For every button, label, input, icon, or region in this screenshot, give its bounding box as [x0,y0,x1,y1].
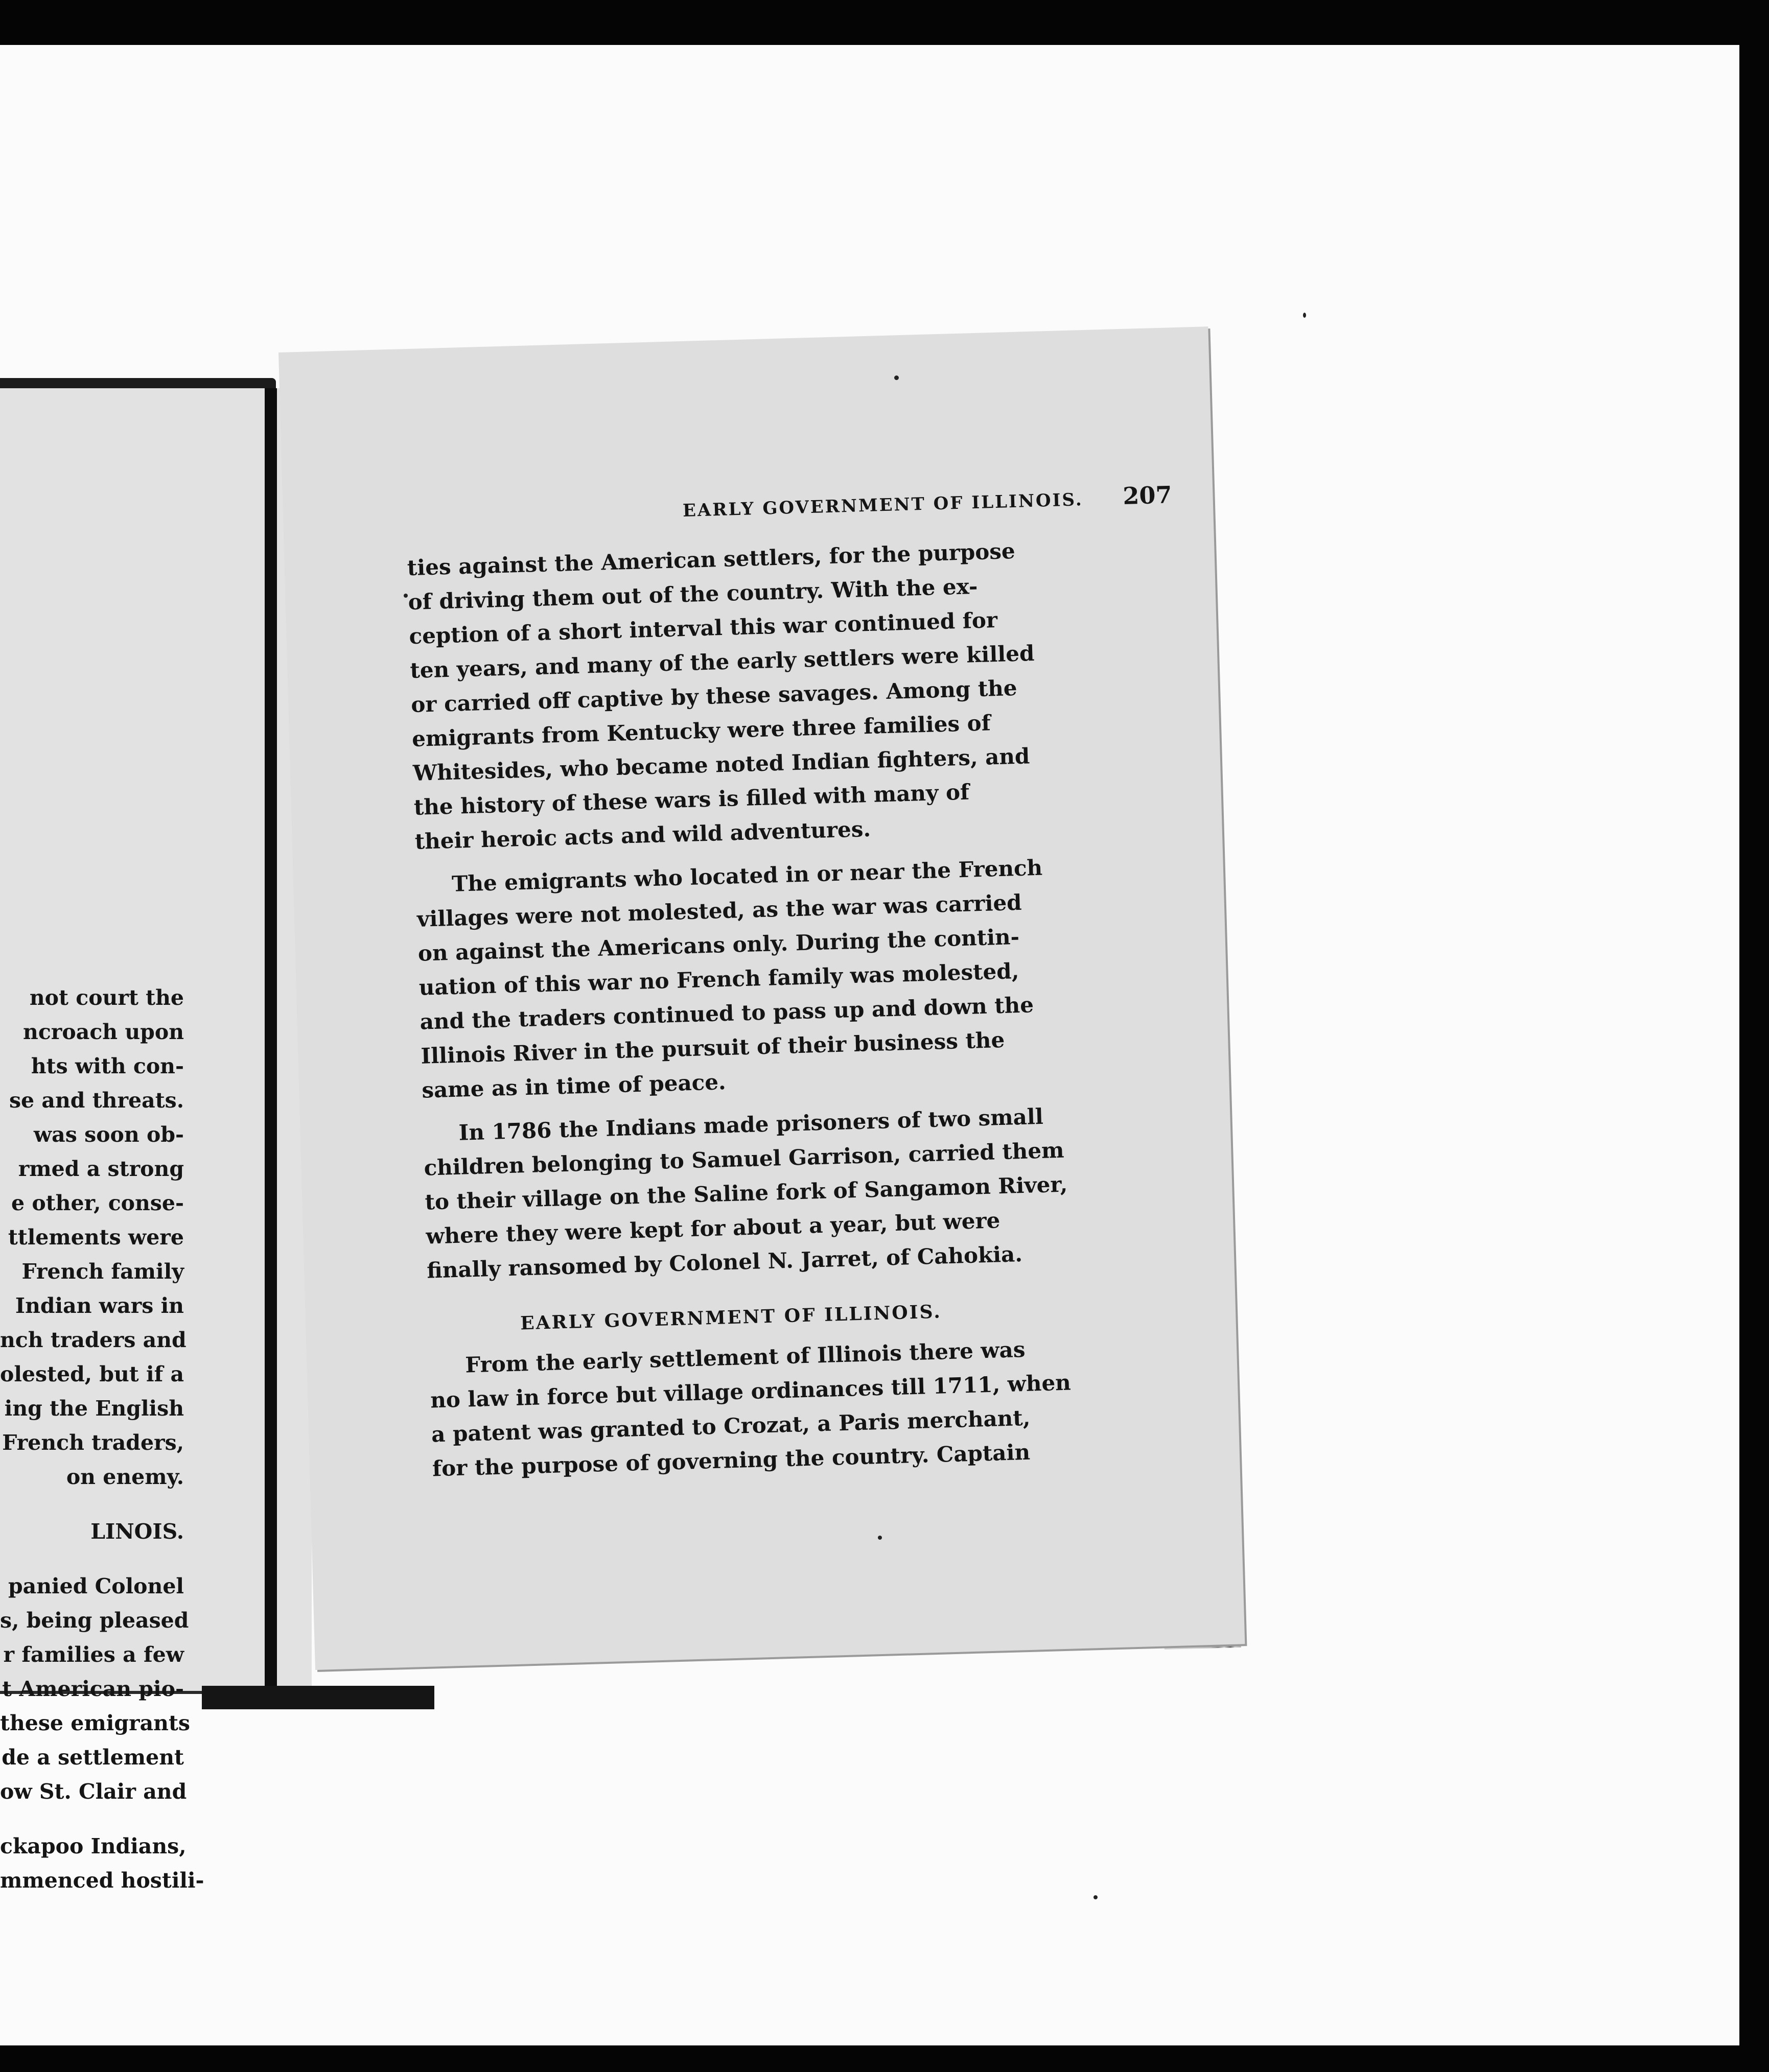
right-page [278,326,1245,1670]
dust-speck [1303,313,1306,318]
running-head [497,481,1172,527]
book-gutter [265,388,277,1706]
body-line: on against the Americans only. During the contin- [417,924,1020,966]
body-line: to their village on the Saline fork of Sangamon River, [424,1171,1068,1215]
running-head-title: EARLY GOVERNMENT OF ILLINOIS. [682,489,1084,522]
left-text-line: these emigrants [0,1711,190,1735]
right-page-content [278,326,1245,1670]
dust-speck [404,594,408,598]
gutter-foot [202,1686,434,1709]
left-text-line: rmed a strong [18,1157,184,1181]
body-line: a patent was granted to Crozat, a Paris merchant, [431,1405,1031,1447]
body-line: no law in force but village ordinances till 1711, when [430,1370,1072,1413]
body-line: or carried off captive by these savages. Among the [410,675,1018,718]
scan-border-bottom [0,2045,1769,2072]
left-text-line: ow St. Clair and [0,1779,187,1804]
body-line: for the purpose of governing the country. Captain [432,1439,1031,1481]
left-text-line: French traders, [2,1430,184,1455]
left-text-line: olested, but if a [0,1362,184,1386]
dust-speck [1093,1895,1098,1899]
left-text-line: e other, conse- [11,1191,184,1215]
body-line: Illinois River in the pursuit of their business the [420,1027,1005,1069]
left-text-line: se and threats. [9,1088,184,1113]
body-line: the history of these wars is filled with many of [413,779,970,820]
line-gap [0,1549,184,1569]
left-text-line: hts with con- [31,1054,184,1078]
body-line: villages were not molested, as the war was carried [416,889,1022,932]
left-text-line: panied Colonel [8,1574,184,1598]
left-text-line: ncroach upon [23,1020,184,1044]
left-text-line: French family [21,1259,184,1284]
body-line: of driving them out of the country. With the ex- [408,573,979,615]
left-text-line: r families a few [3,1642,184,1667]
left-text-line: was soon ob- [33,1122,184,1147]
section-heading: EARLY GOVERNMENT OF ILLINOIS. [520,1301,942,1334]
line-gap [0,1809,184,1829]
left-text-line: ckapoo Indians, [0,1834,187,1858]
body-line: emigrants from Kentucky were three families of [411,710,991,751]
body-line: and the traders continued to pass up and down the [420,992,1034,1034]
left-text-line: not court the [29,985,184,1010]
scan-border-right [1739,0,1769,2072]
body-line: finally ransomed by Colonel N. Jarret, of Cahokia. [426,1241,1023,1283]
body-line: their heroic acts and wild adventures. [414,816,871,854]
body-line: Whitesides, who became noted Indian fighters, and [412,743,1030,786]
left-text-line: Indian wars in [15,1293,184,1318]
left-text-line: on enemy. [66,1465,184,1489]
left-page-text [0,981,204,1898]
body-line: same as in time of peace. [421,1069,727,1103]
scan-border-top [0,0,1769,45]
body-line: uation of this war no French family was molested, [418,958,1019,1000]
left-text-line: ing the English [4,1396,184,1421]
body-line: where they were kept for about a year, but were [425,1208,1000,1249]
left-text-line: nch traders and [0,1328,187,1352]
left-text-line: de a settlement [2,1745,184,1770]
body-line: children belonging to Samuel Garrison, carried them [423,1137,1065,1181]
left-text-line: s, being pleased [0,1608,189,1633]
dust-speck [878,1536,882,1540]
body-line: ten years, and many of the early settlers were killed [409,640,1035,684]
left-text-line: LINOIS. [90,1519,184,1544]
body-line: ception of a short interval this war continued for [408,607,998,649]
left-text-line: ttlements were [8,1225,184,1250]
left-text-line: mmenced hostili- [0,1868,204,1893]
page-number: 207 [1122,481,1173,510]
left-text-line: t American pio- [2,1677,184,1701]
dust-speck [894,375,899,380]
body-line: In 1786 the Indians made prisoners of two small [458,1103,1044,1145]
line-gap [0,1494,184,1515]
body-line: From the early settlement of Illinois there was [464,1336,1026,1378]
body-line: The emigrants who located in or near the French [451,855,1043,897]
body-line: ties against the American settlers, for the purpose [407,538,1016,581]
body-text [407,529,1230,1486]
